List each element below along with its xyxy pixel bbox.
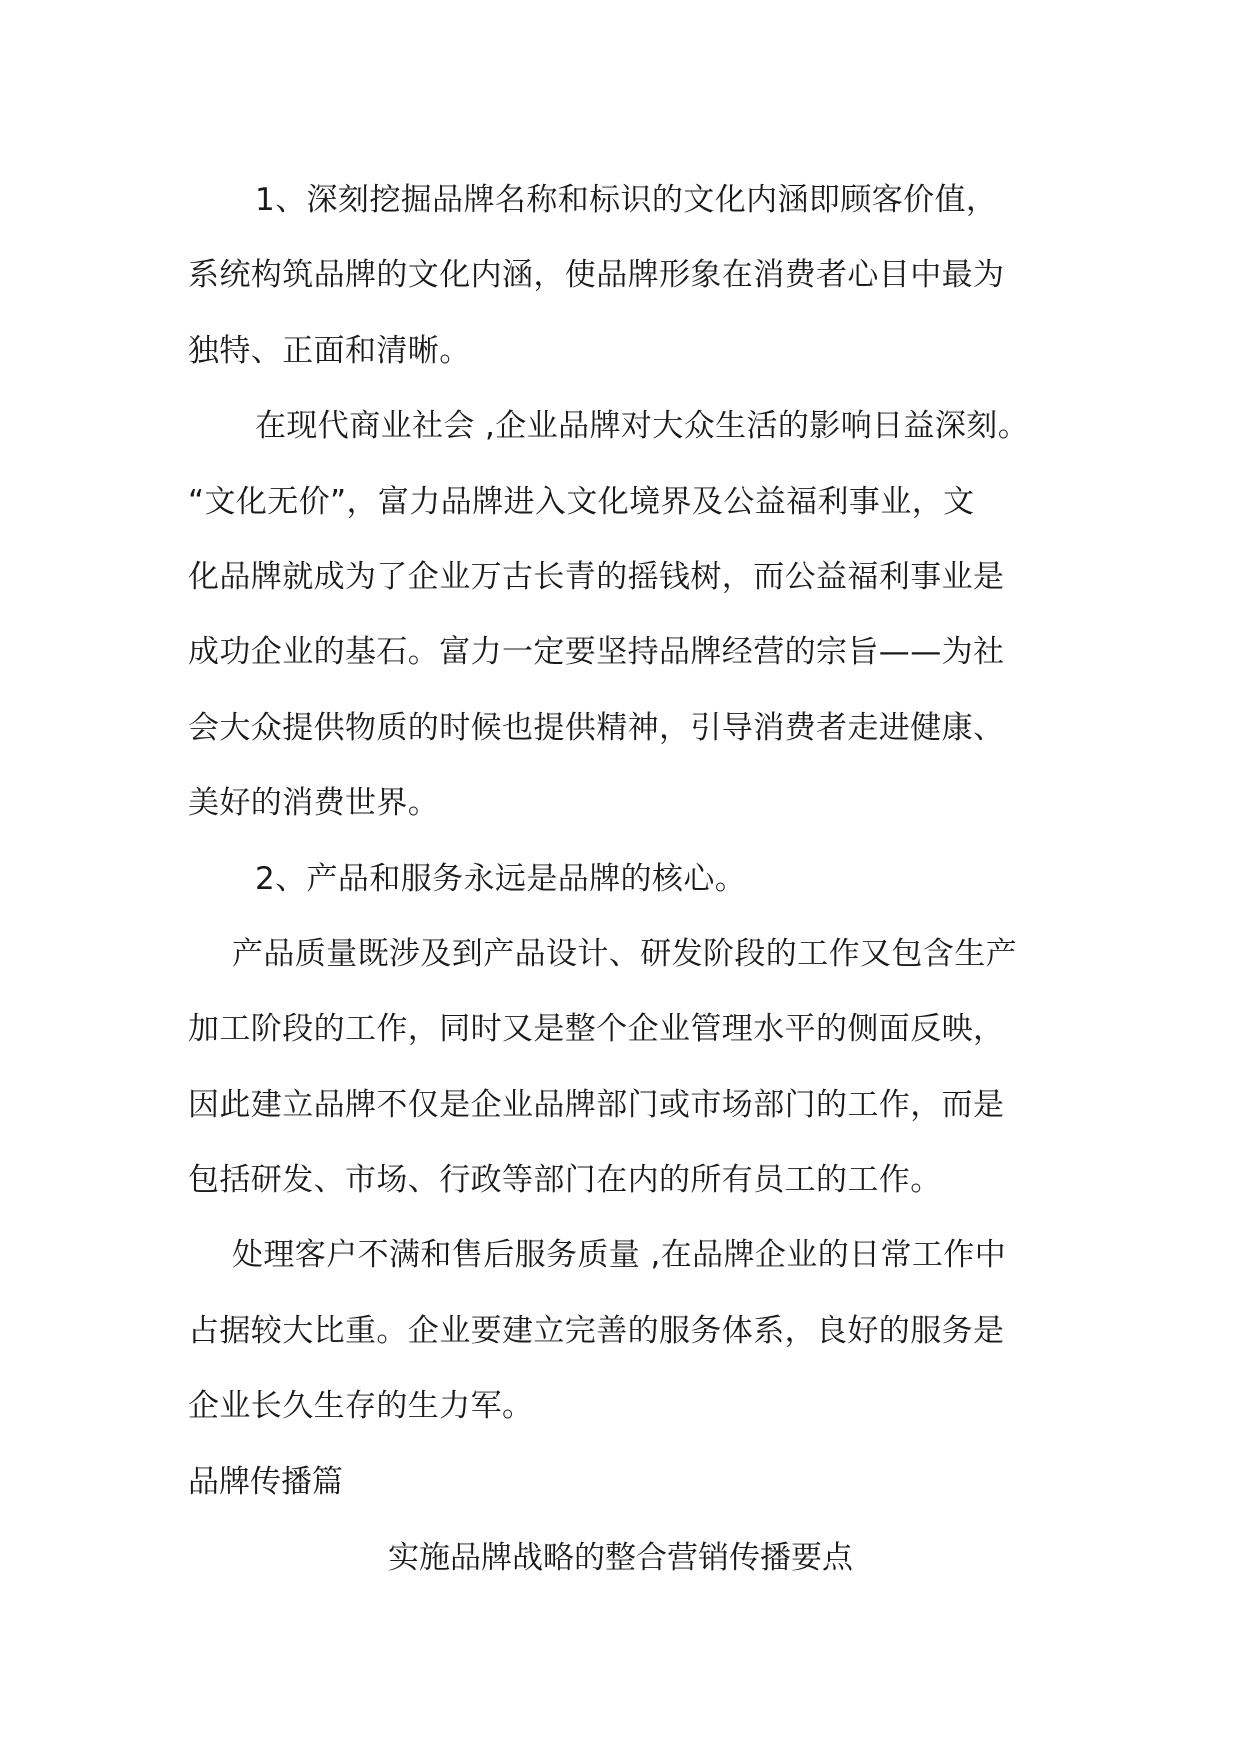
paragraph-line: 在现代商业社会 ,企业品牌对大众生活的影响日益深刻。 — [255, 408, 1030, 445]
paragraph-line: 系统构筑品牌的文化内涵，使品牌形象在消费者心目中最为 — [188, 257, 1005, 294]
paragraph-line: 美好的消费世界。 — [188, 785, 440, 822]
paragraph-line: 会大众提供物质的时候也提供精神，引导消费者走进健康、 — [188, 709, 1005, 746]
section-heading: 品牌传播篇 — [188, 1464, 343, 1500]
paragraph-line: 1、深刻挖掘品牌名称和标识的文化内涵即顾客价值， — [255, 182, 998, 218]
paragraph-line: 包括研发、市场、行政等部门在内的所有员工的工作。 — [188, 1162, 942, 1199]
paragraph-line: 化品牌就成为了企业万古长青的摇钱树，而公益福利事业是 — [188, 558, 1005, 595]
paragraph-line: “文化无价”，富力品牌进入文化境界及公益福利事业，文 — [188, 483, 975, 520]
body-text — [188, 163, 1058, 1445]
paragraph-line: 产品质量既涉及到产品设计、研发阶段的工作又包含生产 — [232, 935, 1017, 972]
paragraph-line: 独特、正面和清晰。 — [188, 332, 471, 369]
paragraph-line: 因此建立品牌不仅是企业品牌部门或市场部门的工作，而是 — [188, 1086, 1005, 1123]
paragraph-line: 占据较大比重。企业要建立完善的服务体系，良好的服务是 — [188, 1312, 1005, 1349]
paragraph-line: 处理客户不满和售后服务质量 ,在品牌企业的日常工作中 — [232, 1237, 1007, 1274]
paragraph-line: 2、产品和服务永远是品牌的核心。 — [255, 860, 747, 897]
paragraph-line: 成功企业的基石。富力一定要坚持品牌经营的宗旨——为社 — [188, 634, 1005, 671]
paragraph-line: 加工阶段的工作，同时又是整个企业管理水平的侧面反映， — [188, 1011, 1005, 1048]
paragraph-line: 企业长久生存的生力军。 — [188, 1388, 534, 1425]
section-subtitle: 实施品牌战略的整合营销传播要点 — [388, 1540, 853, 1576]
